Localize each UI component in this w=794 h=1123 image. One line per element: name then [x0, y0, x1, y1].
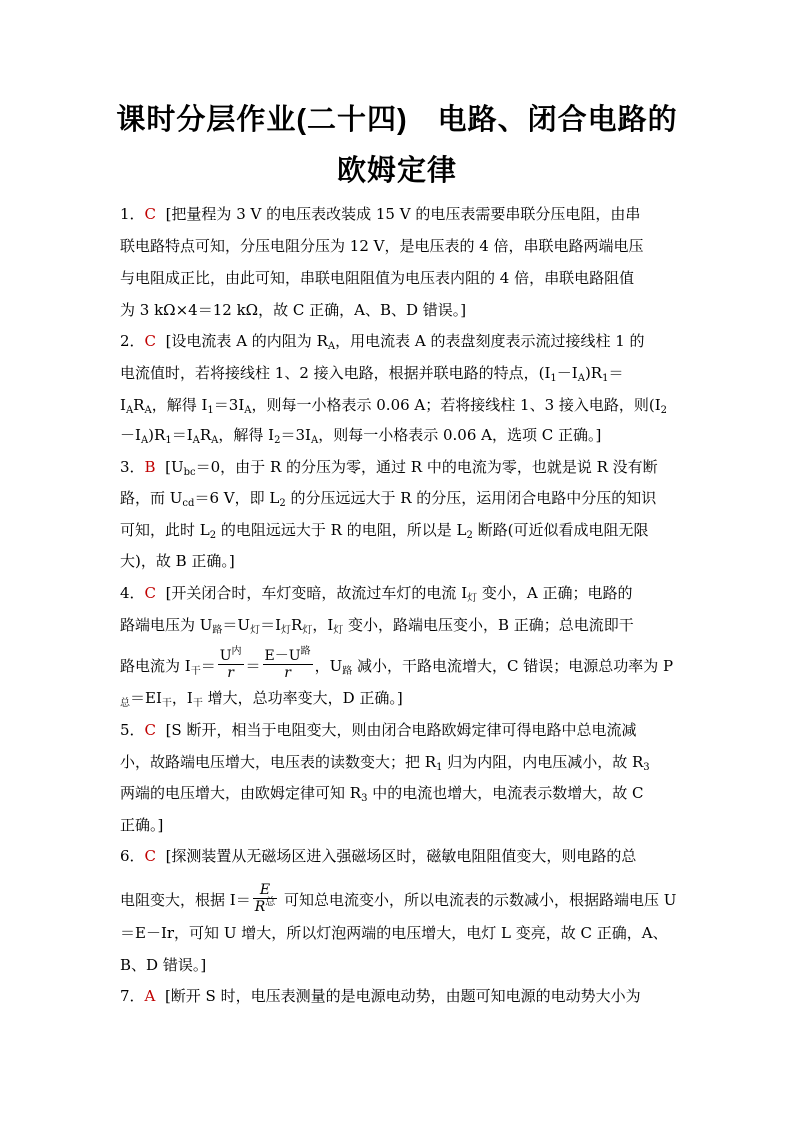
text-run: cd: [182, 498, 195, 509]
answer-number: 1．: [120, 205, 145, 223]
text-run: 7．: [120, 987, 145, 1005]
text-run: 变小，A 正确；电路的: [477, 584, 633, 602]
text-run: ＝3I: [213, 396, 245, 414]
text-run: 2: [279, 498, 286, 509]
text-run: ，解得 I: [151, 396, 208, 414]
text-run: 1: [550, 373, 557, 384]
text-run: 4．: [120, 584, 145, 602]
text-run: 电阻变大，根据 I＝: [120, 891, 251, 909]
text-run: E: [253, 882, 278, 899]
text-run: 3．: [120, 458, 145, 476]
text-run: 的电阻远远大于 R 的电阻，所以是 L: [216, 521, 467, 539]
text-run: ＝: [200, 657, 216, 675]
text-run: A: [244, 405, 252, 416]
text-run: ＝I: [171, 426, 193, 444]
text-run: 2: [209, 530, 217, 541]
text-run: 灯: [467, 593, 478, 604]
answer-2-line-2: [120, 363, 624, 383]
answer-2-line-3: [120, 395, 667, 415]
text-run: ，则每一小格表示 0.06 A，选项 C 正确。]: [318, 426, 602, 444]
answer-4-line-4: [120, 688, 403, 708]
answer-5-line-1: [120, 720, 636, 740]
text-run: 的分压远远大于 R 的分压，运用闭合电路中分压的知识: [285, 489, 657, 507]
answer-1-line-4: 为 3 kΩ×4＝12 kΩ，故 C 正确，A、B、D 错误。]: [120, 301, 467, 319]
text-run: 电流值时，若将接线柱 1、2 接入电路，根据并联电路的特点，(I: [120, 364, 551, 382]
text-run: 1: [165, 435, 172, 446]
text-run: 总: [120, 698, 130, 709]
text-run: 3: [361, 793, 368, 804]
text-run: ，用电流表 A 的表盘刻度表示流过接线柱 1 的: [335, 332, 645, 350]
text-run: 路电流为 I: [120, 657, 191, 675]
text-run: 2: [660, 405, 668, 416]
text-run: E－U: [264, 648, 301, 664]
text-run: －I: [556, 364, 578, 382]
answer-2-line-4: [120, 425, 601, 445]
text-run: 2．: [120, 332, 145, 350]
answer-choice: C: [144, 721, 157, 739]
answer-6-line-2: [120, 884, 676, 918]
text-run: 减小，干路电流增大，C 错误；电源总功率为 P: [352, 657, 674, 675]
text-run: 6．: [120, 847, 145, 865]
text-run: r: [227, 665, 234, 681]
text-run: 3: [643, 762, 650, 773]
answer-1-line-3: 与电阻成正比，由此可知，串联电阻阻值为电压表内阻的 4 倍，串联电路阻值: [120, 269, 635, 287]
text-run: 路: [212, 625, 223, 636]
text-run: 干: [190, 666, 201, 677]
text-run: 总: [265, 897, 276, 908]
text-run: [S 断开，相当于电阻变大，则由闭合电路欧姆定律可得电路中总电流减: [165, 721, 637, 739]
answer-choice: C: [144, 847, 157, 865]
text-run: R: [254, 899, 266, 915]
answer-5-line-3: [120, 783, 643, 803]
text-run: 中的电流也增大，电流表示数增大，故 C: [367, 784, 644, 802]
answer-2-line-1: [120, 331, 645, 351]
text-run: ＝I: [260, 616, 282, 634]
text-run: 灯: [333, 625, 344, 636]
text-run: 2: [274, 435, 281, 446]
page-title-line-2: 欧姆定律: [336, 155, 457, 187]
text-run: ，解得 I: [218, 426, 275, 444]
text-run: 灯: [250, 625, 261, 636]
answer-3-line-2: [120, 488, 656, 508]
text-run: 可知总电流变小，所以电流表的示数减小，根据路端电压 U: [279, 891, 677, 909]
text-run: 干: [161, 698, 172, 709]
text-run: ，I: [312, 616, 334, 634]
text-run: 1: [436, 762, 443, 773]
text-run: 归为内阻，内电压减小，故 R: [442, 753, 644, 771]
answer-choice: C: [144, 584, 157, 602]
text-run: 2: [466, 530, 473, 541]
text-run: R: [199, 426, 212, 444]
text-run: R: [291, 616, 303, 634]
text-run: A: [140, 435, 149, 446]
text-run: [把量程为 3 V 的电压表改装成 15 V 的电压表需要串联分压电阻，由串: [165, 205, 641, 223]
text-run: 可知，此时 L: [120, 521, 210, 539]
text-run: －I: [120, 426, 141, 444]
answer-4-line-1: [120, 583, 633, 603]
answer-choice: C: [144, 205, 157, 223]
answer-3-line-1: [120, 457, 658, 477]
text-run: 内: [231, 646, 242, 657]
answer-4-line-3: [120, 646, 674, 684]
text-run: ＝0，由于 R 的分压为零，通过 R 中的电流为零，也就是说 R 没有断: [195, 458, 658, 476]
text-run: ＝U: [222, 616, 251, 634]
text-run: 路: [300, 646, 311, 657]
text-run: A: [125, 405, 134, 416]
answer-3-line-4: 大)，故 B 正确。]: [120, 552, 235, 570]
text-run: ＝3I: [280, 426, 311, 444]
text-run: A: [192, 435, 200, 446]
text-run: )R: [584, 364, 603, 382]
answer-6-line-4: B、D 错误。]: [120, 956, 207, 974]
text-run: 1: [602, 373, 609, 384]
text-run: 路，而 U: [120, 489, 183, 507]
text-run: [设电流表 A 的内阻为 R: [165, 332, 328, 350]
text-run: 增大，总功率变大，D 正确。]: [202, 689, 403, 707]
text-run: 5．: [120, 721, 145, 739]
text-run: 1: [207, 405, 214, 416]
text-run: ＝6 V，即 L: [194, 489, 280, 507]
text-run: 小，故路端电压增大，电压表的读数变大；把 R: [120, 753, 437, 771]
text-run: [断开 S 时，电压表测量的是电源电动势，由题可知电源的电动势大小为: [164, 987, 641, 1005]
text-run: I: [120, 396, 126, 414]
answer-7-line-1: [120, 986, 641, 1006]
text-run: 灯: [302, 625, 313, 636]
answer-5-line-4: 正确。]: [120, 816, 164, 834]
fraction-e-over-r-total: [253, 882, 278, 916]
answer-choice: B: [144, 458, 156, 476]
text-run: r: [284, 665, 291, 681]
text-run: A: [211, 435, 219, 446]
text-run: ，I: [171, 689, 193, 707]
text-run: U: [219, 648, 232, 664]
fraction-e-minus-u-over-r: [263, 648, 313, 682]
text-run: A: [144, 405, 152, 416]
answer-5-line-2: [120, 752, 650, 772]
text-run: 断路(可近似看成电阻无限: [472, 521, 649, 539]
text-run: ＝EI: [130, 689, 162, 707]
text-run: [探测装置从无磁场区进入强磁场区时，磁敏电阻阻值变大，则电路的总: [165, 847, 637, 865]
text-run: A: [577, 373, 585, 384]
fraction-u-inner-over-r: [218, 648, 244, 682]
answer-6-line-3: ＝E－Ir，可知 U 增大，所以灯泡两端的电压增大，电灯 L 变亮，故 C 正确，A、: [120, 924, 668, 942]
page-title-line-1: 课时分层作业(二十四) 电路、闭合电路的: [116, 104, 678, 136]
answer-1-line-2: 联电路特点可知，分压电阻分压为 12 V，是电压表的 4 倍，串联电路两端电压: [120, 237, 644, 255]
text-run: A: [327, 341, 336, 352]
text-run: [U: [165, 458, 184, 476]
answer-1-line-1: [120, 204, 640, 224]
answer-3-line-3: [120, 520, 648, 540]
text-run: 路: [342, 666, 353, 677]
text-run: ＝: [245, 657, 261, 675]
text-run: [开关闭合时，车灯变暗，故流过车灯的电流 I: [165, 584, 468, 602]
text-run: 两端的电压增大，由欧姆定律可知 R: [120, 784, 362, 802]
text-run: bc: [183, 467, 196, 478]
text-run: ＝: [608, 364, 624, 382]
answer-4-line-2: [120, 615, 634, 635]
text-run: 灯: [281, 625, 292, 636]
answer-6-line-1: [120, 846, 636, 866]
text-run: 路端电压为 U: [120, 616, 213, 634]
text-run: R: [133, 396, 145, 414]
text-run: A: [310, 435, 319, 446]
text-run: ，则每一小格表示 0.06 A；若将接线柱 1、3 接入电路，则(I: [251, 396, 661, 414]
answer-choice: C: [144, 332, 157, 350]
text-run: )R: [148, 426, 166, 444]
answer-choice: A: [144, 987, 156, 1005]
text-run: 变小，路端电压变小，B 正确；总电流即干: [343, 616, 634, 634]
text-run: 干: [192, 698, 203, 709]
text-run: ，U: [314, 657, 343, 675]
